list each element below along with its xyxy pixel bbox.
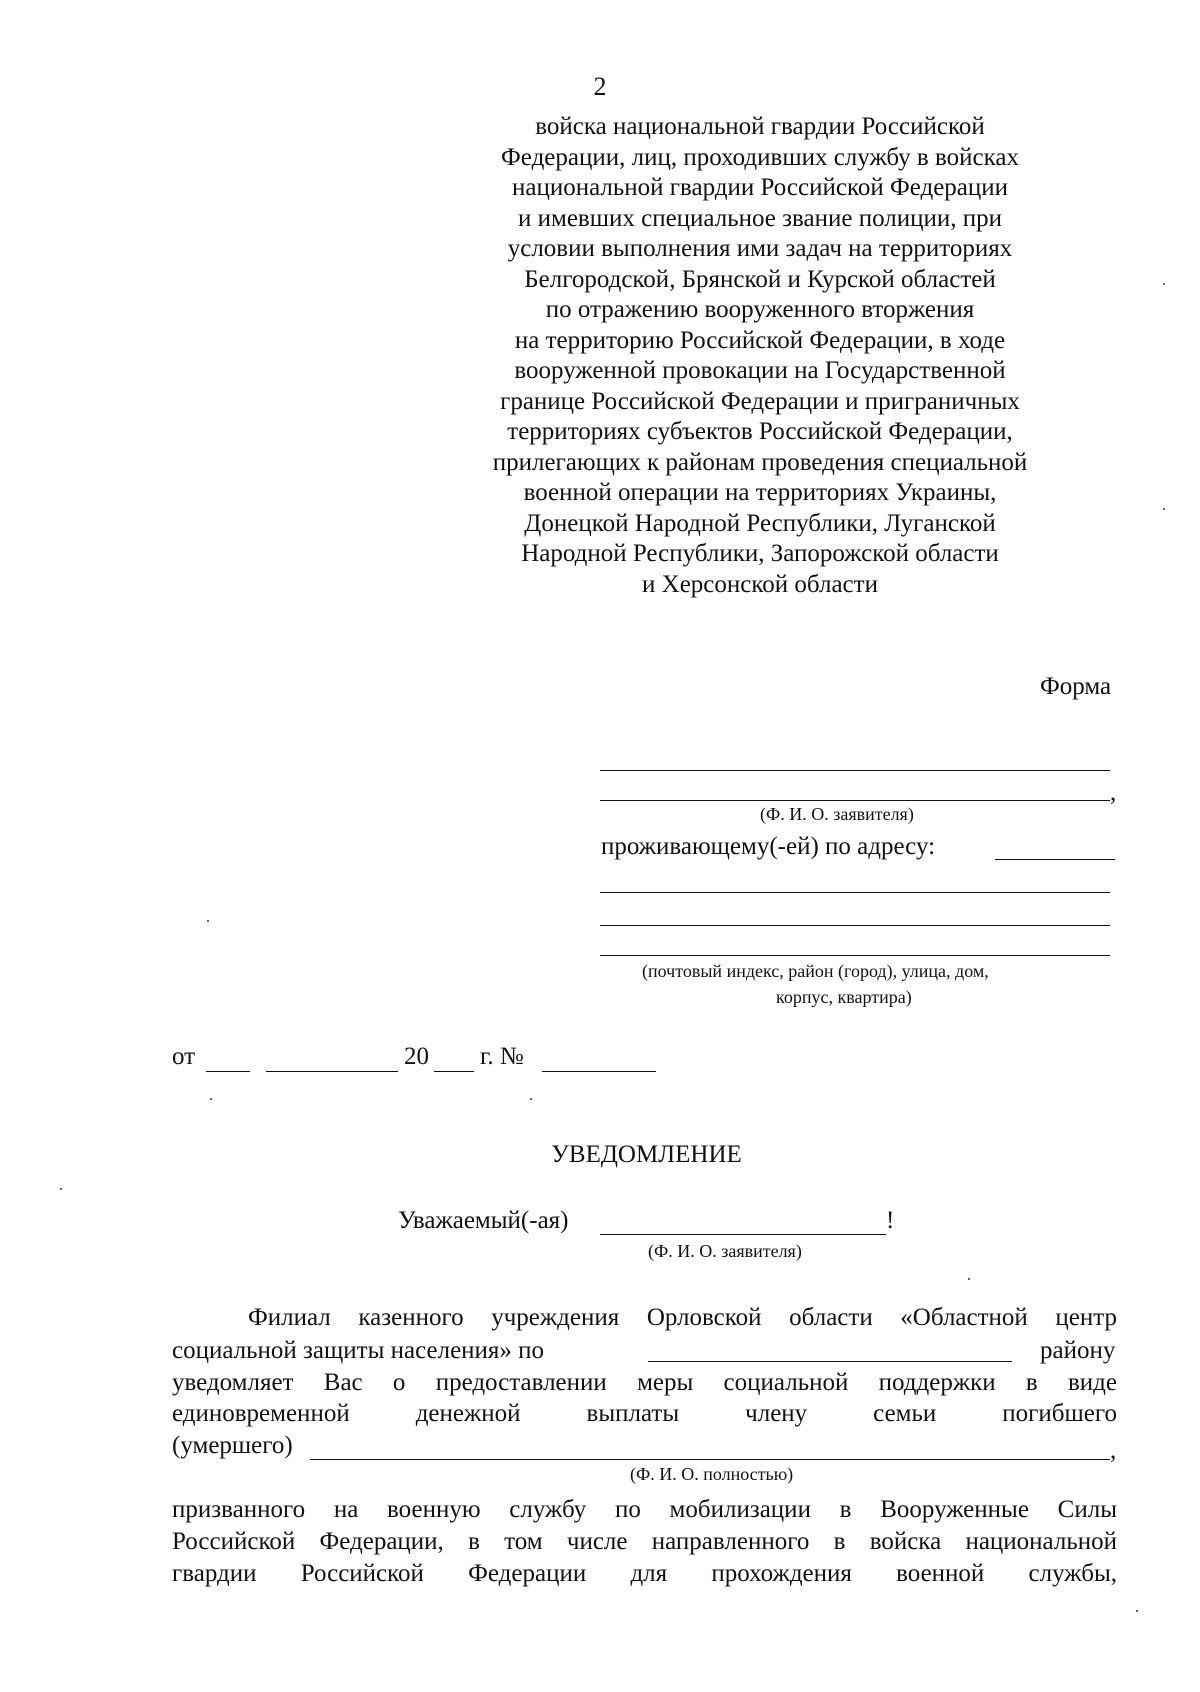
header-line: Белгородской, Брянской и Курской областей xyxy=(524,265,996,293)
body-line-3: уведомляет Вас о предоставлении меры социальной поддержки в виде xyxy=(172,1369,1117,1396)
scan-speck xyxy=(1163,283,1165,285)
body-line-6: призванного на военную службу по мобилизации в Вооруженные Силы xyxy=(172,1496,1117,1523)
address-caption-line-1: (почтовый индекс, район (город), улица, дом, xyxy=(642,961,989,981)
address-field-line-2[interactable] xyxy=(600,892,1110,893)
deceased-name-field[interactable] xyxy=(310,1459,1110,1460)
scan-speck xyxy=(210,1098,212,1100)
date-month-field[interactable] xyxy=(266,1071,398,1072)
scan-speck xyxy=(530,1098,532,1100)
header-line: условии выполнения ими задач на территориях xyxy=(507,235,1013,262)
document-header xyxy=(440,112,1080,600)
address-field-line-3[interactable] xyxy=(600,925,1110,926)
applicant-name-line-2[interactable] xyxy=(600,800,1110,801)
header-line: прилегающих к районам проведения специальной xyxy=(492,448,1028,476)
applicant-comma: , xyxy=(1110,779,1117,806)
scan-speck xyxy=(207,920,209,922)
date-day-field[interactable] xyxy=(206,1071,250,1072)
address-field-line-4[interactable] xyxy=(600,955,1110,956)
district-field[interactable] xyxy=(648,1361,1012,1362)
body-line-5-start: (умершего) xyxy=(172,1432,293,1459)
header-line: Народной Республики, Запорожской области xyxy=(521,540,999,567)
page-number: 2 xyxy=(593,72,607,101)
header-line: вооруженной провокации на Государственной xyxy=(514,357,1006,384)
document-number-label: г. № xyxy=(480,1043,524,1070)
date-year-prefix: 20 xyxy=(404,1043,429,1070)
body-line-2-start: социальной защиты населения» по xyxy=(172,1337,545,1364)
scan-speck xyxy=(968,1278,970,1280)
applicant-fio-caption: (Ф. И. О. заявителя) xyxy=(760,804,914,824)
date-year-field[interactable] xyxy=(434,1071,474,1072)
body-line-8: гвардии Российской Федерации для прохождения военной службы, xyxy=(172,1560,1117,1587)
header-line: на территорию Российской Федерации, в ходе xyxy=(514,326,1006,354)
document-number-field[interactable] xyxy=(542,1071,656,1072)
greeting-label: Уважаемый(-ая) xyxy=(398,1207,569,1234)
header-line: и имевших специальное звание полиции, при xyxy=(517,204,1002,232)
header-line: национальной гвардии Российской Федерации xyxy=(511,174,1009,201)
address-label: проживающему(-ей) по адресу: xyxy=(601,833,936,860)
body-line-1: Филиал казенного учреждения Орловской области «Областной центр xyxy=(248,1304,1117,1331)
header-line: Федерации, лиц, проходивших службу в войсках xyxy=(501,143,1019,171)
body-line-5-end: , xyxy=(1110,1437,1117,1464)
header-line: и Херсонской области xyxy=(642,570,878,598)
address-field-line-1[interactable] xyxy=(995,859,1115,860)
address-caption-line-2: корпус, квартира) xyxy=(776,987,912,1007)
scan-speck xyxy=(60,1188,62,1190)
header-line: Донецкой Народной Республики, Луганской xyxy=(524,509,996,537)
deceased-name-caption: (Ф. И. О. полностью) xyxy=(630,1464,794,1484)
header-line: границе Российской Федерации и приграничных xyxy=(500,387,1020,415)
greeting-exclamation: ! xyxy=(886,1207,895,1234)
form-label: Форма xyxy=(1040,673,1112,700)
scan-speck xyxy=(1136,1610,1138,1612)
notice-title: УВЕДОМЛЕНИЕ xyxy=(551,1141,742,1168)
body-line-2-end: району xyxy=(1040,1337,1116,1364)
applicant-name-line-1[interactable] xyxy=(600,770,1110,771)
header-line: территориях субъектов Российской Федерации, xyxy=(507,418,1013,445)
header-line: военной операции на территориях Украины, xyxy=(523,479,997,506)
header-line: войска национальной гвардии Российской xyxy=(535,113,985,140)
greeting-caption: (Ф. И. О. заявителя) xyxy=(648,1241,802,1261)
scan-speck xyxy=(1163,508,1165,510)
greeting-name-field[interactable] xyxy=(600,1234,886,1235)
date-from-label: от xyxy=(172,1043,196,1070)
body-line-7: Российской Федерации, в том числе направленного в войска национальной xyxy=(172,1528,1117,1555)
body-line-4: единовременной денежной выплаты члену семьи погибшего xyxy=(172,1400,1117,1427)
header-line: по отражению вооруженного вторжения xyxy=(545,296,975,323)
